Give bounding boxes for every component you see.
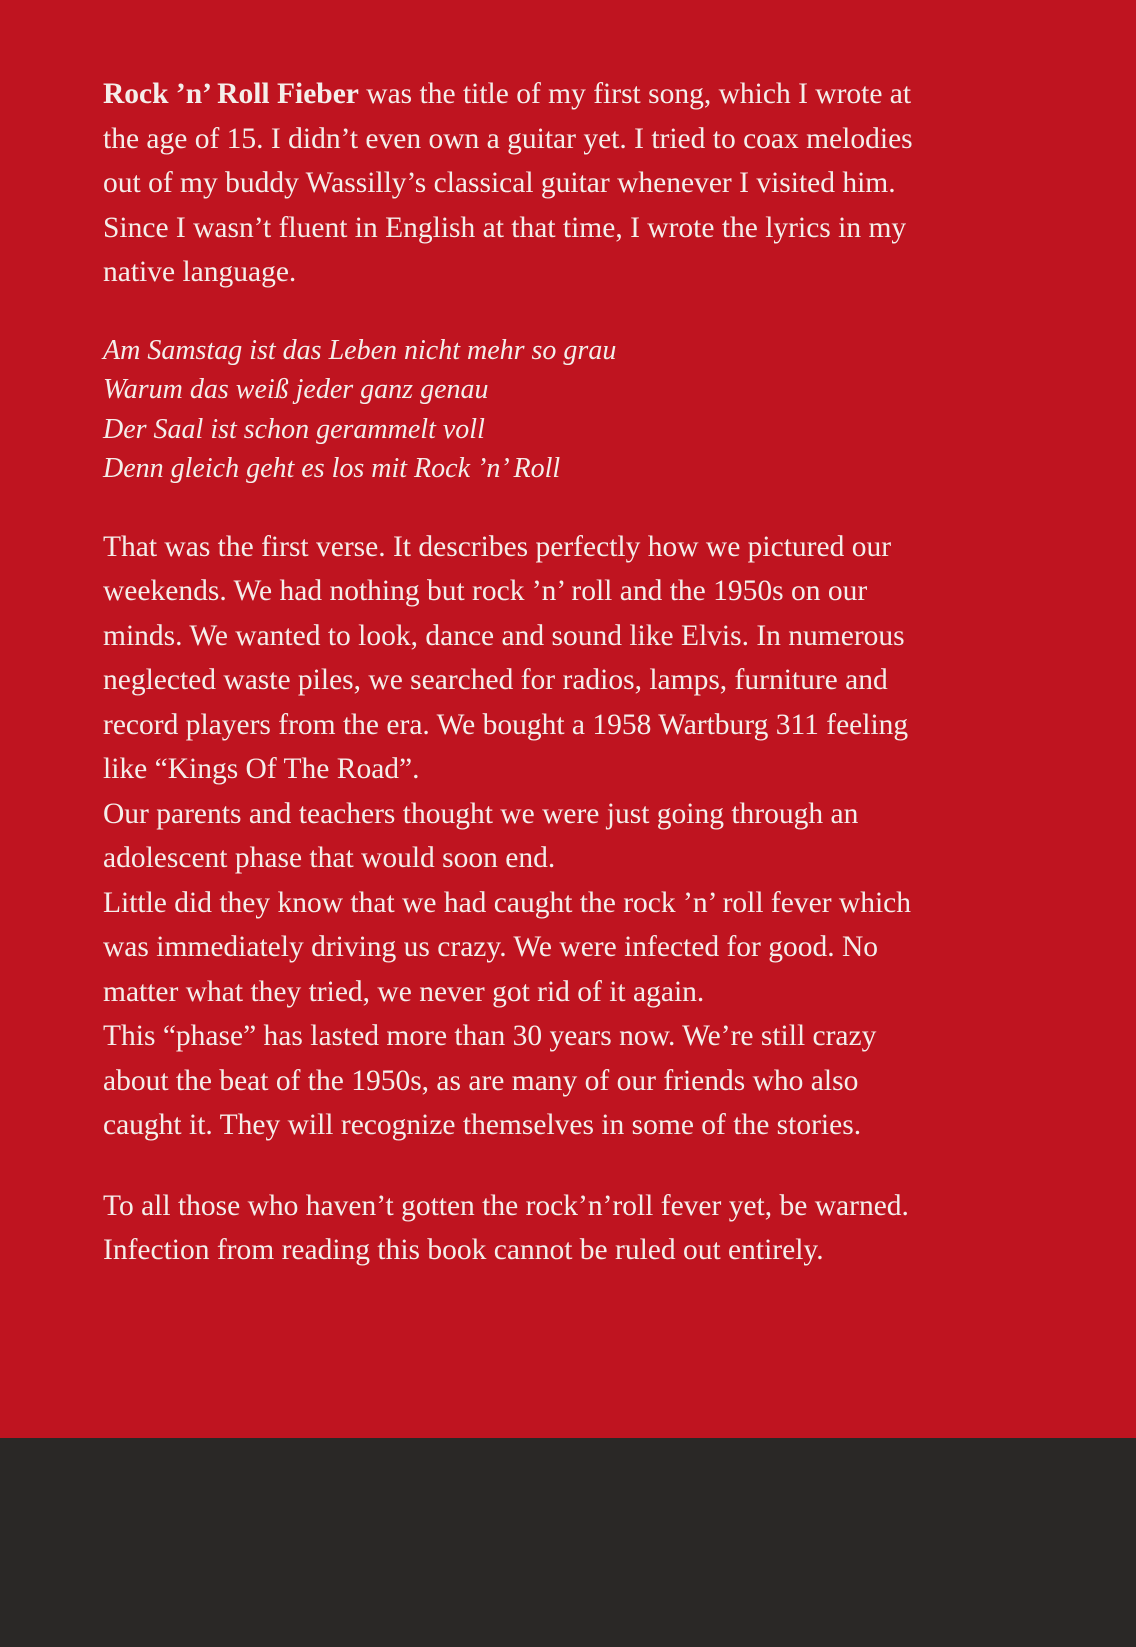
lyrics-verse xyxy=(103,331,1093,489)
story-line: neglected waste piles, we searched for radios, lamps, furniture and xyxy=(103,664,888,696)
story-line: weekends. We had nothing but rock ’n’ roll and the 1950s on our xyxy=(103,575,868,607)
verse-line: Der Saal ist schon gerammelt voll xyxy=(103,413,485,445)
intro-line: native language. xyxy=(103,256,297,288)
intro-line: out of my buddy Wassilly’s classical guitar whenever I visited him. xyxy=(103,167,896,199)
story-line: was immediately driving us crazy. We were infected for good. No xyxy=(103,931,879,963)
intro-line: Rock ’n’ Roll Fieber was the title of my first song, which I wrote at xyxy=(103,78,912,110)
warning-paragraph xyxy=(103,1184,1093,1273)
dark-bottom-band xyxy=(0,1438,1136,1647)
intro-line: the age of 15. I didn’t even own a guitar yet. I tried to coax melodies xyxy=(103,122,913,155)
song-title: Rock ’n’ Roll Fieber xyxy=(103,78,359,110)
paragraph-gap xyxy=(103,489,1093,525)
story-line: caught it. They will recognize themselves in some of the stories. xyxy=(103,1109,862,1141)
story-line: record players from the era. We bought a 1958 Wartburg 311 feeling xyxy=(103,708,909,741)
story-line: Little did they know that we had caught the rock ’n’ roll fever which xyxy=(103,886,911,919)
story-line: like “Kings Of The Road”. xyxy=(103,753,420,785)
story-line: That was the first verse. It describes perfectly how we pictured our xyxy=(103,530,892,563)
verse-line: Warum das weiß jeder ganz genau xyxy=(103,374,489,405)
story-line: minds. We wanted to look, dance and sound like Elvis. In numerous xyxy=(103,619,905,652)
verse-line: Am Samstag ist das Leben nicht mehr so grau xyxy=(103,334,617,366)
verse-line: Denn gleich geht es los mit Rock ’n’ Roll xyxy=(103,453,561,484)
story-line: Our parents and teachers thought we were just going through an xyxy=(103,797,859,830)
paragraph-gap xyxy=(103,295,1093,331)
warning-line: Infection from reading this book cannot be ruled out entirely. xyxy=(103,1234,824,1266)
story-line: This “phase” has lasted more than 30 years now. We’re still crazy xyxy=(103,1020,877,1052)
story-line: about the beat of the 1950s, as are many of our friends who also xyxy=(103,1064,859,1097)
story-line: matter what they tried, we never got rid of it again. xyxy=(103,975,705,1008)
story-line: adolescent phase that would soon end. xyxy=(103,842,556,874)
intro-line: Since I wasn’t fluent in English at that time, I wrote the lyrics in my xyxy=(103,211,907,244)
warning-line: To all those who haven’t gotten the rock’n’roll fever yet, be warned. xyxy=(103,1189,909,1222)
intro-paragraph xyxy=(103,72,1093,295)
paragraph-gap xyxy=(103,1148,1093,1184)
blurb-text xyxy=(103,72,1093,1273)
story-paragraph xyxy=(103,525,1093,1148)
